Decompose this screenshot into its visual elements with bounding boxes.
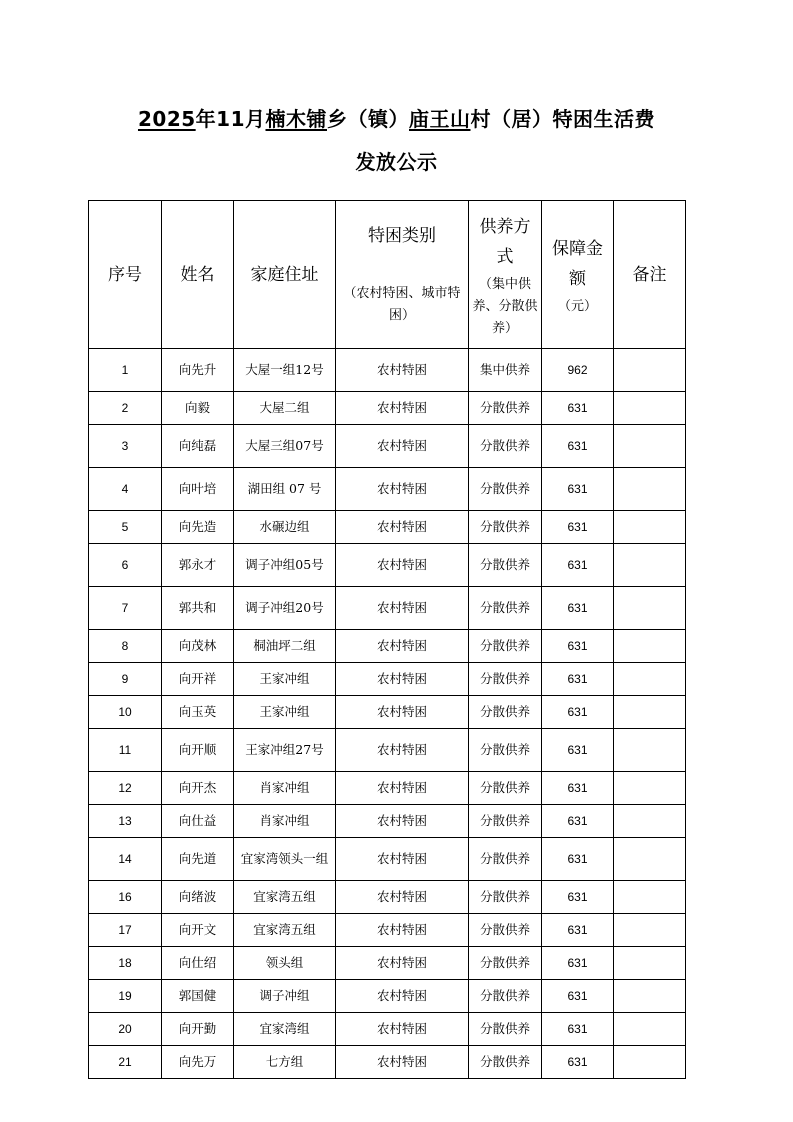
cell-address: 湖田组 07 号 <box>234 468 336 511</box>
cell-index: 3 <box>89 425 162 468</box>
cell-address: 王家冲组 <box>234 663 336 696</box>
header-amount-line2: 额 <box>569 268 586 289</box>
cell-support: 分散供养 <box>469 587 542 630</box>
cell-name: 向仕益 <box>162 805 234 838</box>
cell-remark <box>614 1013 686 1046</box>
cell-name: 向玉英 <box>162 696 234 729</box>
cell-support: 分散供养 <box>469 980 542 1013</box>
cell-support: 分散供养 <box>469 772 542 805</box>
cell-category: 农村特困 <box>336 1046 469 1079</box>
cell-index: 9 <box>89 663 162 696</box>
cell-index: 21 <box>89 1046 162 1079</box>
cell-index: 8 <box>89 630 162 663</box>
cell-category: 农村特困 <box>336 544 469 587</box>
cell-index: 1 <box>89 349 162 392</box>
cell-remark <box>614 696 686 729</box>
table-row <box>89 729 686 772</box>
cell-name: 向纯磊 <box>162 425 234 468</box>
cell-index: 2 <box>89 392 162 425</box>
title-town: 楠木铺 <box>265 107 327 131</box>
title-month-suffix: 月 <box>245 107 266 131</box>
cell-category: 农村特困 <box>336 772 469 805</box>
cell-support: 分散供养 <box>469 630 542 663</box>
table-row <box>89 772 686 805</box>
table-row <box>89 468 686 511</box>
cell-address: 调子冲组20号 <box>234 587 336 630</box>
cell-name: 向开顺 <box>162 729 234 772</box>
cell-name: 向开勤 <box>162 1013 234 1046</box>
cell-category: 农村特困 <box>336 729 469 772</box>
cell-amount: 962 <box>542 349 614 392</box>
cell-amount: 631 <box>542 544 614 587</box>
title-month: 11 <box>216 107 245 131</box>
cell-remark <box>614 425 686 468</box>
table-row <box>89 805 686 838</box>
cell-index: 18 <box>89 947 162 980</box>
cell-index: 13 <box>89 805 162 838</box>
cell-name: 向先造 <box>162 511 234 544</box>
table-row <box>89 511 686 544</box>
title-village-suffix: 村（居）特困生活费 <box>470 107 655 131</box>
cell-category: 农村特困 <box>336 511 469 544</box>
header-amount-line1: 保障金 <box>552 238 603 259</box>
title-village: 庙王山 <box>409 107 471 131</box>
cell-remark <box>614 980 686 1013</box>
table-row <box>89 696 686 729</box>
header-support <box>469 201 542 349</box>
cell-category: 农村特困 <box>336 349 469 392</box>
cell-remark <box>614 881 686 914</box>
cell-index: 12 <box>89 772 162 805</box>
cell-support: 分散供养 <box>469 729 542 772</box>
cell-amount: 631 <box>542 630 614 663</box>
header-index: 序号 <box>89 201 162 349</box>
cell-address: 肖家冲组 <box>234 772 336 805</box>
cell-category: 农村特困 <box>336 468 469 511</box>
cell-category: 农村特困 <box>336 1013 469 1046</box>
cell-support: 分散供养 <box>469 1046 542 1079</box>
cell-amount: 631 <box>542 980 614 1013</box>
header-category <box>336 201 469 349</box>
cell-name: 向开祥 <box>162 663 234 696</box>
table-row <box>89 914 686 947</box>
cell-address: 调子冲组 <box>234 980 336 1013</box>
cell-name: 向叶培 <box>162 468 234 511</box>
cell-amount: 631 <box>542 729 614 772</box>
cell-support: 分散供养 <box>469 881 542 914</box>
table-row <box>89 881 686 914</box>
header-category-label: 特困类别 <box>368 225 436 246</box>
cell-amount: 631 <box>542 881 614 914</box>
cell-support: 分散供养 <box>469 663 542 696</box>
cell-address: 肖家冲组 <box>234 805 336 838</box>
table-body <box>89 349 686 1079</box>
cell-amount: 631 <box>542 947 614 980</box>
table-row <box>89 1013 686 1046</box>
table-row <box>89 1046 686 1079</box>
cell-address: 调子冲组05号 <box>234 544 336 587</box>
cell-index: 10 <box>89 696 162 729</box>
cell-support: 分散供养 <box>469 392 542 425</box>
cell-category: 农村特困 <box>336 881 469 914</box>
cell-name: 郭国健 <box>162 980 234 1013</box>
header-amount-unit: （元） <box>557 298 597 314</box>
header-category-note: （农村特困、城市特困） <box>343 285 461 323</box>
cell-remark <box>614 392 686 425</box>
cell-amount: 631 <box>542 1046 614 1079</box>
cell-amount: 631 <box>542 587 614 630</box>
header-support-note: （集中供养、分散供养） <box>472 276 538 336</box>
cell-index: 7 <box>89 587 162 630</box>
cell-address: 大屋三组07号 <box>234 425 336 468</box>
cell-category: 农村特困 <box>336 425 469 468</box>
cell-remark <box>614 914 686 947</box>
cell-category: 农村特困 <box>336 392 469 425</box>
cell-amount: 631 <box>542 696 614 729</box>
header-name: 姓名 <box>162 201 234 349</box>
cell-name: 向毅 <box>162 392 234 425</box>
page-subtitle: 发放公示 <box>355 150 438 174</box>
cell-remark <box>614 511 686 544</box>
cell-category: 农村特困 <box>336 947 469 980</box>
cell-address: 大屋一组12号 <box>234 349 336 392</box>
cell-address: 王家冲组 <box>234 696 336 729</box>
cell-address: 水碾边组 <box>234 511 336 544</box>
cell-support: 分散供养 <box>469 947 542 980</box>
cell-name: 向仕绍 <box>162 947 234 980</box>
cell-remark <box>614 468 686 511</box>
cell-remark <box>614 663 686 696</box>
cell-address: 大屋二组 <box>234 392 336 425</box>
cell-address: 宜家湾组 <box>234 1013 336 1046</box>
title-town-suffix: 乡（镇） <box>327 107 409 131</box>
cell-amount: 631 <box>542 392 614 425</box>
cell-amount: 631 <box>542 838 614 881</box>
cell-index: 14 <box>89 838 162 881</box>
table-row <box>89 544 686 587</box>
cell-remark <box>614 630 686 663</box>
cell-support: 分散供养 <box>469 511 542 544</box>
cell-index: 16 <box>89 881 162 914</box>
cell-name: 向开文 <box>162 914 234 947</box>
cell-index: 6 <box>89 544 162 587</box>
table-row <box>89 838 686 881</box>
table-row <box>89 980 686 1013</box>
cell-support: 分散供养 <box>469 914 542 947</box>
table-row <box>89 947 686 980</box>
cell-amount: 631 <box>542 772 614 805</box>
cell-support: 分散供养 <box>469 1013 542 1046</box>
cell-name: 向先万 <box>162 1046 234 1079</box>
cell-category: 农村特困 <box>336 663 469 696</box>
cell-category: 农村特困 <box>336 587 469 630</box>
cell-name: 郭共和 <box>162 587 234 630</box>
cell-remark <box>614 544 686 587</box>
cell-index: 4 <box>89 468 162 511</box>
cell-index: 11 <box>89 729 162 772</box>
cell-index: 17 <box>89 914 162 947</box>
cell-amount: 631 <box>542 511 614 544</box>
cell-name: 向绪波 <box>162 881 234 914</box>
cell-amount: 631 <box>542 468 614 511</box>
cell-index: 20 <box>89 1013 162 1046</box>
cell-name: 向先升 <box>162 349 234 392</box>
cell-name: 向茂林 <box>162 630 234 663</box>
cell-remark <box>614 772 686 805</box>
cell-address: 桐油坪二组 <box>234 630 336 663</box>
table-row <box>89 587 686 630</box>
table-row <box>89 630 686 663</box>
cell-address: 王家冲组27号 <box>234 729 336 772</box>
table-header-row <box>89 201 686 349</box>
cell-amount: 631 <box>542 914 614 947</box>
cell-category: 农村特困 <box>336 805 469 838</box>
table-row <box>89 425 686 468</box>
cell-address: 宜家湾五组 <box>234 881 336 914</box>
cell-remark <box>614 1046 686 1079</box>
cell-remark <box>614 729 686 772</box>
cell-category: 农村特困 <box>336 914 469 947</box>
table-row <box>89 349 686 392</box>
subsidy-table <box>88 200 686 1079</box>
header-address: 家庭住址 <box>234 201 336 349</box>
cell-address: 七方组 <box>234 1046 336 1079</box>
cell-amount: 631 <box>542 425 614 468</box>
cell-category: 农村特困 <box>336 696 469 729</box>
cell-category: 农村特困 <box>336 980 469 1013</box>
title-year-suffix: 年 <box>195 107 217 131</box>
cell-support: 分散供养 <box>469 468 542 511</box>
cell-remark <box>614 349 686 392</box>
cell-name: 向开杰 <box>162 772 234 805</box>
cell-support: 分散供养 <box>469 544 542 587</box>
cell-amount: 631 <box>542 805 614 838</box>
page-title <box>0 103 793 132</box>
cell-support: 集中供养 <box>469 349 542 392</box>
header-remark: 备注 <box>614 201 686 349</box>
table-row <box>89 392 686 425</box>
cell-remark <box>614 838 686 881</box>
cell-amount: 631 <box>542 1013 614 1046</box>
cell-name: 郭永才 <box>162 544 234 587</box>
cell-name: 向先道 <box>162 838 234 881</box>
cell-support: 分散供养 <box>469 838 542 881</box>
cell-amount: 631 <box>542 663 614 696</box>
cell-address: 领头组 <box>234 947 336 980</box>
cell-index: 19 <box>89 980 162 1013</box>
header-support-line1: 供养方 <box>479 216 531 237</box>
title-year: 2025 <box>137 107 196 131</box>
cell-support: 分散供养 <box>469 696 542 729</box>
cell-category: 农村特困 <box>336 630 469 663</box>
cell-remark <box>614 805 686 838</box>
cell-remark <box>614 587 686 630</box>
cell-category: 农村特困 <box>336 838 469 881</box>
cell-index: 5 <box>89 511 162 544</box>
cell-address: 宜家湾领头一组 <box>234 838 336 881</box>
cell-support: 分散供养 <box>469 805 542 838</box>
table-row <box>89 663 686 696</box>
cell-remark <box>614 947 686 980</box>
cell-address: 宜家湾五组 <box>234 914 336 947</box>
cell-support: 分散供养 <box>469 425 542 468</box>
header-amount <box>542 201 614 349</box>
header-support-line2: 式 <box>496 246 514 267</box>
